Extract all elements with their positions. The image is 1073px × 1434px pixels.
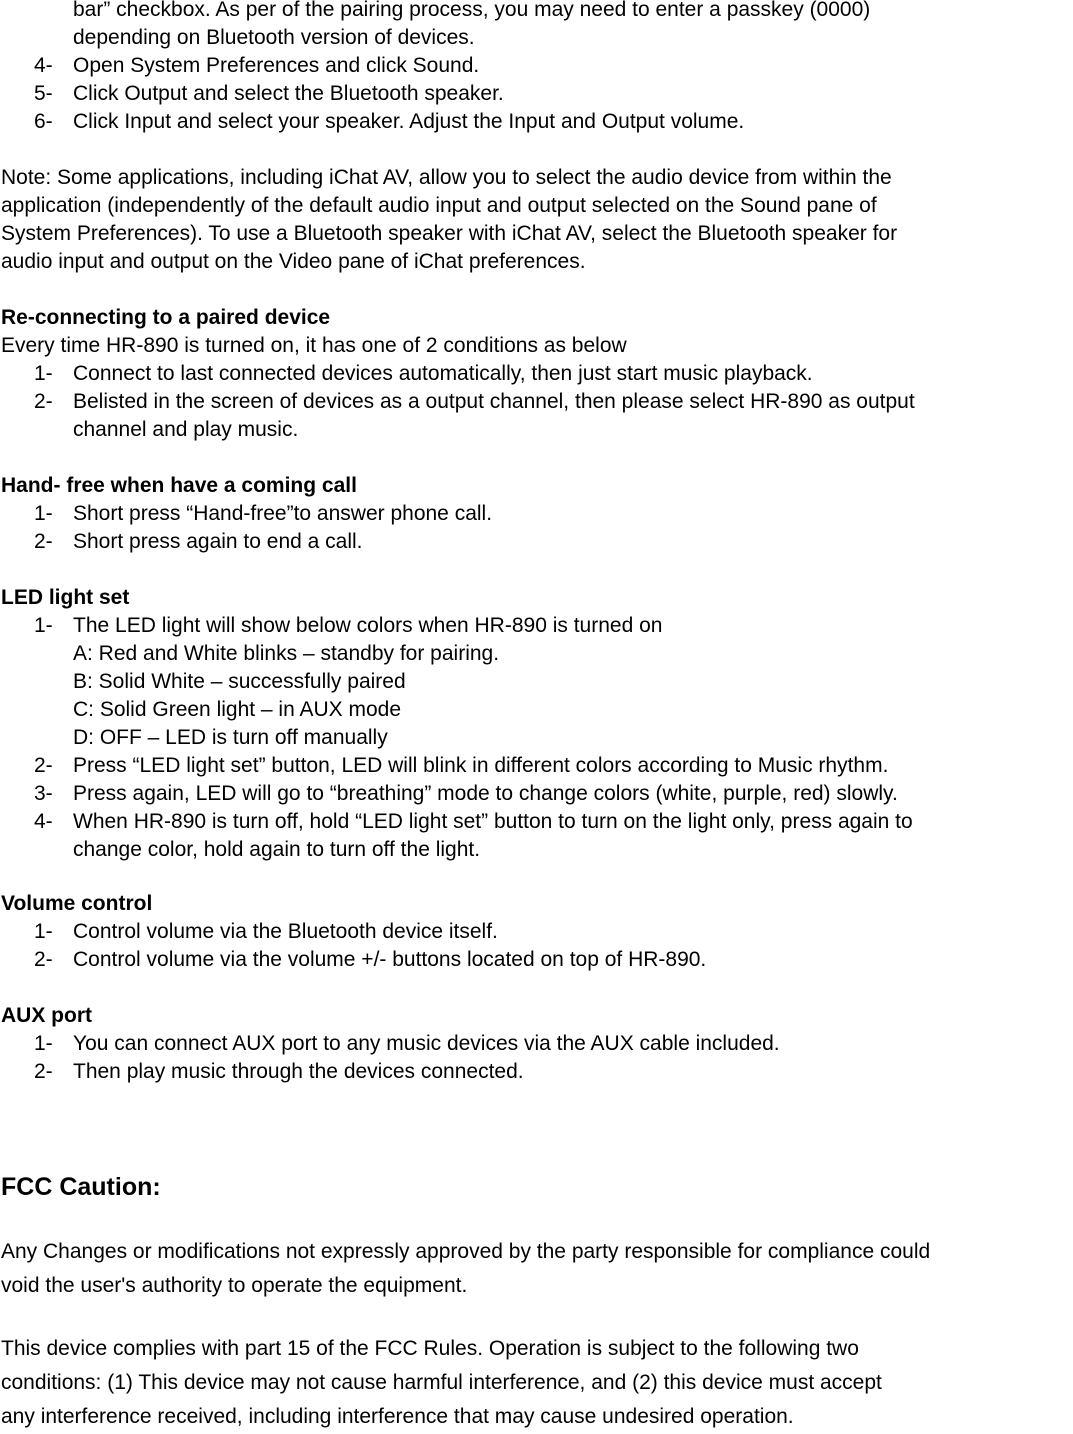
list-item: Click Input and select your speaker. Adjust the Input and Output volume. — [73, 110, 745, 133]
led-sub-item: A: Red and White blinks – standby for pairing. — [73, 642, 500, 665]
fcc-paragraph-line: conditions: (1) This device may not cause harmful interference, and (2) this device must accept — [1, 1371, 882, 1394]
list-number: 6- — [34, 110, 53, 133]
list-number: 2- — [34, 390, 53, 413]
list-item: Control volume via the volume +/- buttons located on top of HR-890. — [73, 948, 707, 971]
intro-continuation-line: bar” checkbox. As per of the pairing process, you may need to enter a passkey (0000) — [73, 0, 871, 21]
list-item-continuation: change color, hold again to turn off the light. — [73, 838, 481, 861]
led-sub-item: B: Solid White – successfully paired — [73, 670, 406, 693]
list-number: 2- — [34, 530, 53, 553]
list-item: When HR-890 is turn off, hold “LED light set” button to turn on the light only, press again to — [73, 810, 913, 833]
section-heading-reconnect: Re-connecting to a paired device — [1, 306, 331, 329]
note-line: Note: Some applications, including iChat AV, allow you to select the audio device from within the — [1, 166, 892, 189]
list-number: 1- — [34, 362, 53, 385]
section-heading-volume: Volume control — [1, 892, 153, 915]
list-number: 1- — [34, 614, 53, 637]
list-item: Then play music through the devices connected. — [73, 1060, 524, 1083]
list-item: Press “LED light set” button, LED will blink in different colors according to Music rhythm. — [73, 754, 889, 777]
list-item: Connect to last connected devices automatically, then just start music playback. — [73, 362, 813, 385]
reconnect-intro: Every time HR-890 is turned on, it has one of 2 conditions as below — [1, 334, 627, 357]
list-number: 2- — [34, 948, 53, 971]
fcc-paragraph-line: This device complies with part 15 of the FCC Rules. Operation is subject to the following two — [1, 1337, 859, 1360]
list-item: You can connect AUX port to any music devices via the AUX cable included. — [73, 1032, 780, 1055]
list-item: Click Output and select the Bluetooth speaker. — [73, 82, 504, 105]
fcc-paragraph-line: any interference received, including interference that may cause undesired operation. — [1, 1405, 794, 1428]
fcc-heading: FCC Caution: — [1, 1173, 161, 1201]
list-number: 1- — [34, 920, 53, 943]
note-line: audio input and output on the Video pane of iChat preferences. — [1, 250, 586, 273]
list-number: 3- — [34, 782, 53, 805]
list-item-continuation: channel and play music. — [73, 418, 299, 441]
section-heading-aux: AUX port — [1, 1004, 92, 1027]
section-heading-led: LED light set — [1, 586, 130, 609]
list-item: Short press “Hand-free”to answer phone call. — [73, 502, 493, 525]
list-number: 4- — [34, 810, 53, 833]
note-line: application (independently of the default audio input and output selected on the Sound pane of — [1, 194, 877, 217]
led-sub-item: C: Solid Green light – in AUX mode — [73, 698, 402, 721]
list-number: 4- — [34, 54, 53, 77]
list-number: 2- — [34, 754, 53, 777]
list-item: Belisted in the screen of devices as a output channel, then please select HR-890 as output — [73, 390, 915, 413]
list-item: Open System Preferences and click Sound. — [73, 54, 480, 77]
list-item: Short press again to end a call. — [73, 530, 363, 553]
list-number: 1- — [34, 1032, 53, 1055]
note-line: System Preferences). To use a Bluetooth speaker with iChat AV, select the Bluetooth speaker for — [1, 222, 898, 245]
intro-continuation-line: depending on Bluetooth version of devices. — [73, 26, 475, 49]
list-item: Control volume via the Bluetooth device itself. — [73, 920, 498, 943]
fcc-paragraph-line: Any Changes or modifications not expressly approved by the party responsible for compliance could — [1, 1240, 931, 1263]
list-number: 2- — [34, 1060, 53, 1083]
fcc-paragraph-line: void the user's authority to operate the equipment. — [1, 1274, 468, 1297]
section-heading-handsfree: Hand- free when have a coming call — [1, 474, 357, 497]
led-sub-item: D: OFF – LED is turn off manually — [73, 726, 388, 749]
list-number: 5- — [34, 82, 53, 105]
list-number: 1- — [34, 502, 53, 525]
list-item: The LED light will show below colors when HR-890 is turned on — [73, 614, 663, 637]
list-item: Press again, LED will go to “breathing” mode to change colors (white, purple, red) slowly. — [73, 782, 898, 805]
